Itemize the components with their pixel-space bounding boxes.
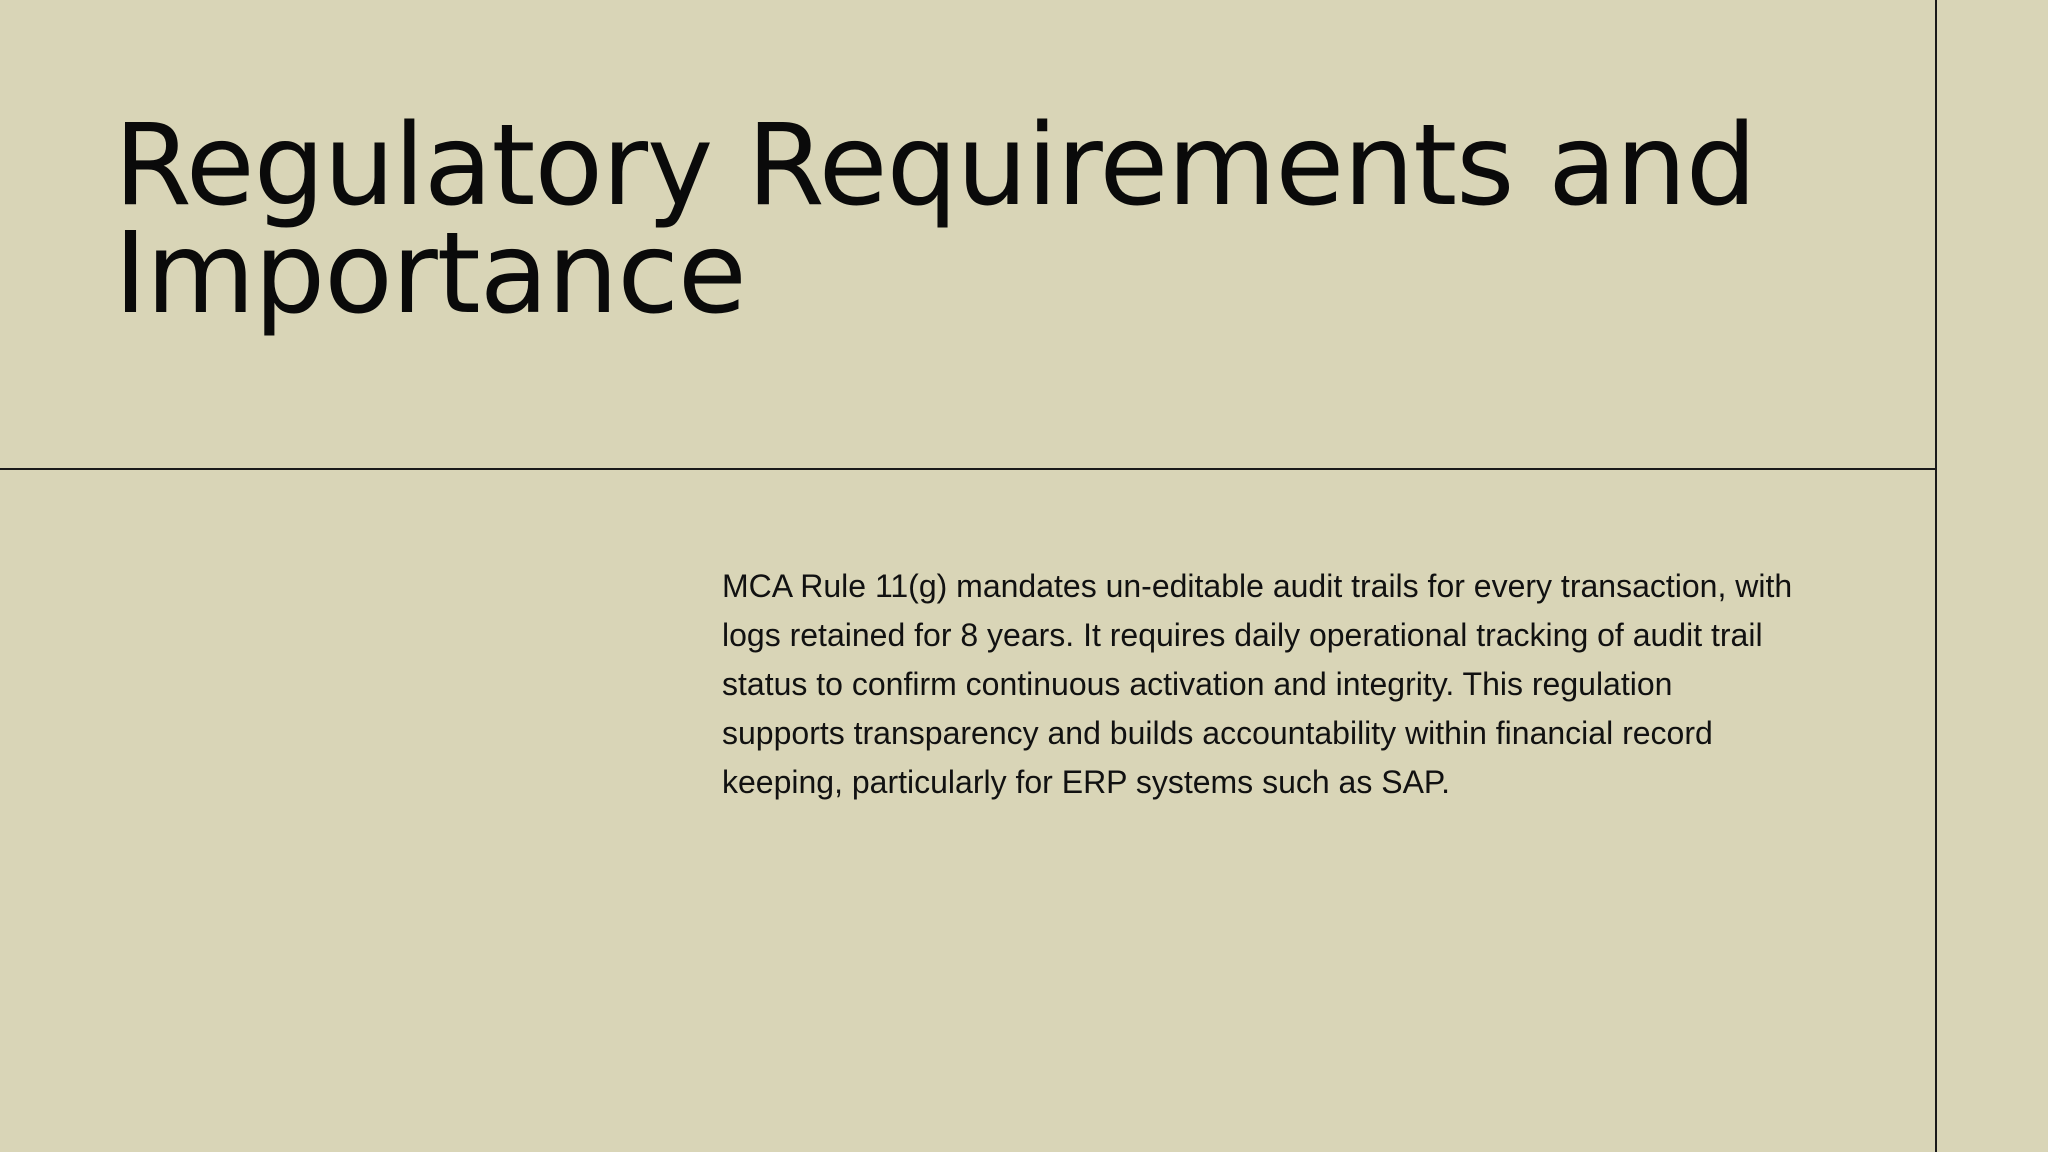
body-line: keeping, particularly for ERP systems such as SAP. (722, 764, 1451, 800)
horizontal-divider (0, 468, 1937, 470)
body-line: supports transparency and builds accountability within financial record (722, 715, 1713, 751)
slide-body-paragraph (722, 562, 1892, 807)
vertical-divider (1935, 0, 1937, 1152)
slide-title (114, 101, 1894, 339)
body-line: status to confirm continuous activation and integrity. This regulation (722, 666, 1673, 702)
body-line: MCA Rule 11(g) mandates un-editable audit trails for every transaction, with (722, 568, 1793, 604)
body-line: logs retained for 8 years. It requires daily operational tracking of audit trail (722, 617, 1763, 653)
slide-title-line-2: Importance (114, 209, 746, 339)
slide-title-line-1: Regulatory Requirements and (114, 101, 1756, 231)
